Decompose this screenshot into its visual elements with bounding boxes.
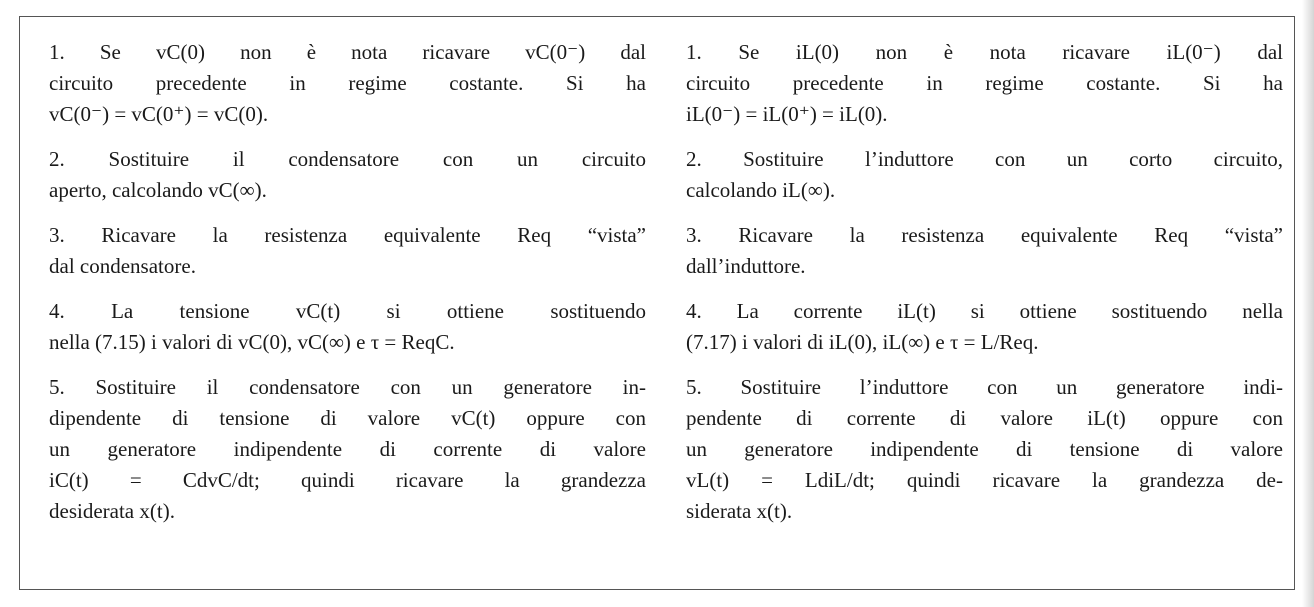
step-line: dall’induttore. <box>686 254 806 278</box>
step-line: pendente di corrente di valore iL(t) oppure con <box>686 406 1283 430</box>
step-line: 4. La corrente iL(t) si ottiene sostituendo nella <box>686 299 1283 323</box>
inductor-step-4 <box>686 296 1283 358</box>
step-line: un generatore indipendente di corrente di valore <box>49 437 646 461</box>
step-line: iL(0⁻) = iL(0⁺) = iL(0). <box>686 102 888 126</box>
step-line: 3. Ricavare la resistenza equivalente Req “vista” <box>686 223 1283 247</box>
step-line: vL(t) = LdiL/dt; quindi ricavare la grandezza de- <box>686 468 1283 492</box>
procedure-table <box>19 16 1295 590</box>
step-line: circuito precedente in regime costante. Si ha <box>49 71 646 95</box>
step-line: 2. Sostituire il condensatore con un circuito <box>49 147 646 171</box>
step-line: 2. Sostituire l’induttore con un corto circuito, <box>686 147 1283 171</box>
step-line: circuito precedente in regime costante. Si ha <box>686 71 1283 95</box>
step-line: calcolando iL(∞). <box>686 178 836 202</box>
step-line: (7.17) i valori di iL(0), iL(∞) e τ = L/Req. <box>686 330 1039 354</box>
inductor-step-2 <box>686 144 1283 206</box>
step-line: vC(0⁻) = vC(0⁺) = vC(0). <box>49 102 269 126</box>
page-edge-shadow <box>1302 0 1314 607</box>
step-line: dipendente di tensione di valore vC(t) oppure con <box>49 406 646 430</box>
inductor-step-5 <box>686 372 1283 527</box>
capacitor-step-3 <box>49 220 646 282</box>
step-line: siderata x(t). <box>686 499 793 523</box>
inductor-column <box>686 37 1283 541</box>
capacitor-step-1 <box>49 37 646 130</box>
capacitor-column <box>49 37 646 541</box>
inductor-step-3 <box>686 220 1283 282</box>
step-line: 5. Sostituire il condensatore con un generatore in- <box>49 375 646 399</box>
step-line: 1. Se vC(0) non è nota ricavare vC(0⁻) dal <box>49 40 646 64</box>
step-line: aperto, calcolando vC(∞). <box>49 178 267 202</box>
step-line: nella (7.15) i valori di vC(0), vC(∞) e τ = ReqC. <box>49 330 455 354</box>
step-line: 1. Se iL(0) non è nota ricavare iL(0⁻) dal <box>686 40 1283 64</box>
capacitor-step-2 <box>49 144 646 206</box>
step-line: iC(t) = CdvC/dt; quindi ricavare la grandezza <box>49 468 646 492</box>
inductor-step-1 <box>686 37 1283 130</box>
step-line: un generatore indipendente di tensione di valore <box>686 437 1283 461</box>
step-line: 5. Sostituire l’induttore con un generatore indi- <box>686 375 1283 399</box>
step-line: dal condensatore. <box>49 254 196 278</box>
capacitor-step-5 <box>49 372 646 527</box>
step-line: 4. La tensione vC(t) si ottiene sostituendo <box>49 299 646 323</box>
capacitor-step-4 <box>49 296 646 358</box>
step-line: 3. Ricavare la resistenza equivalente Req “vista” <box>49 223 646 247</box>
step-line: desiderata x(t). <box>49 499 175 523</box>
